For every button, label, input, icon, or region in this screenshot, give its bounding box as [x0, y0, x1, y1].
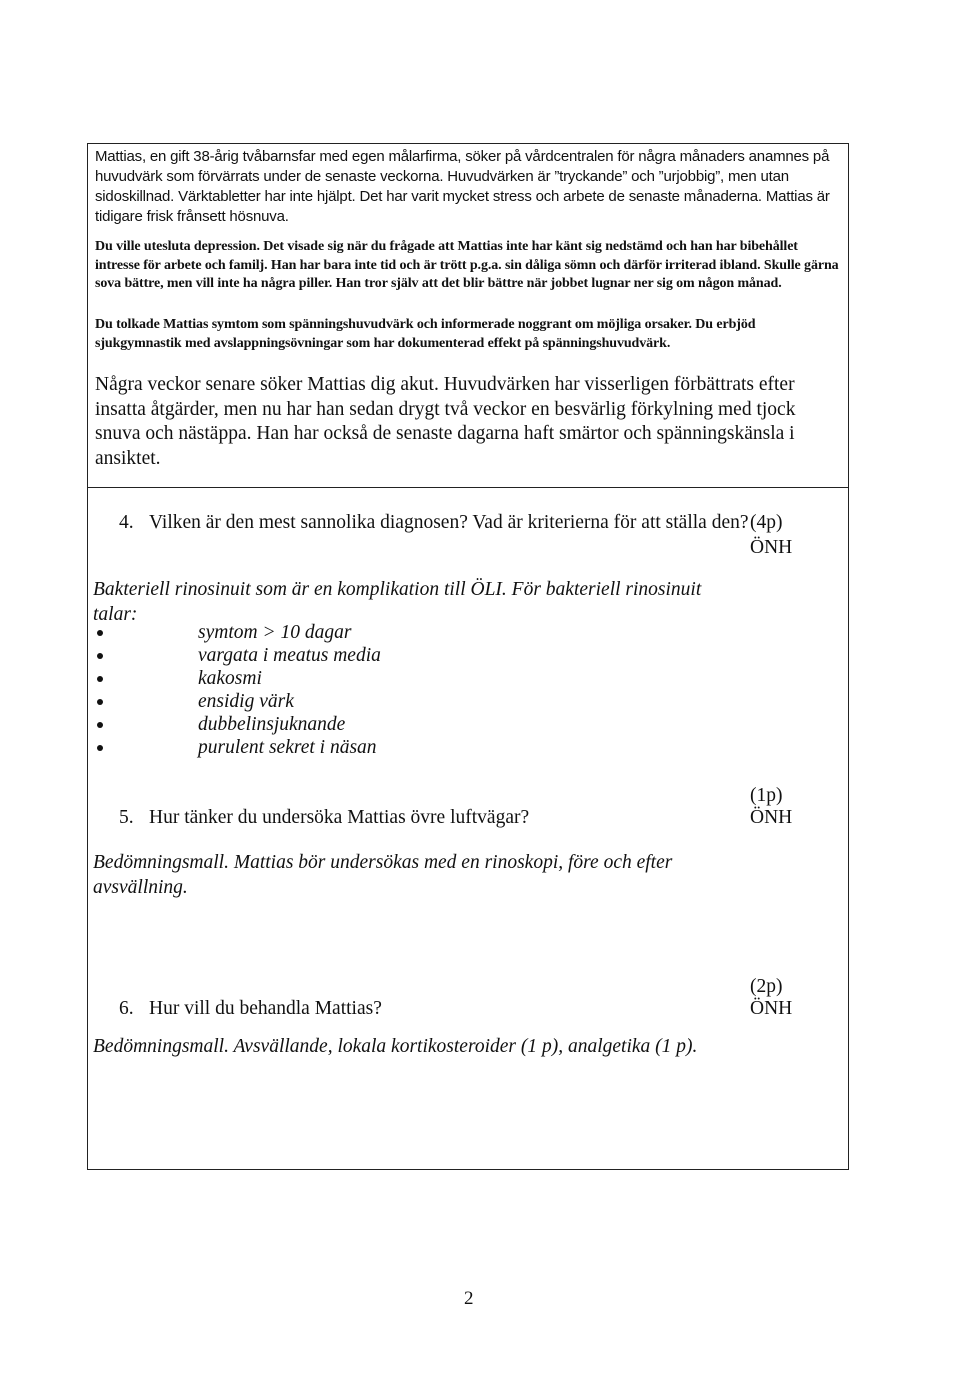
question-text: Hur tänker du undersöka Mattias övre luftvägar? — [149, 807, 530, 828]
bullet-icon — [97, 630, 103, 636]
question-points: (1p) — [750, 785, 783, 806]
question-text: Vilken är den mest sannolika diagnosen? Vad är kriterierna för att ställa den? — [149, 512, 749, 533]
answer-text: Bedömningsmall. Avsvällande, lokala kortikosteroider (1 p), analgetika (1 p). — [93, 1036, 698, 1057]
question-subject: ÖNH — [750, 998, 793, 1019]
bullet-icon — [97, 653, 103, 659]
question-text: Hur vill du behandla Mattias? — [149, 998, 382, 1019]
answer-text: Bakteriell rinosinuit som är en komplikation till ÖLI. För bakteriell rinosinuit talar: — [93, 579, 702, 625]
depression-paragraph: Du ville utesluta depression. Det visade sig när du frågade att Mattias inte har känt sig nedstämd och han har bibehållet intresse för arbete och familj. Han har bara inte tid och är trött p.g.a. sin dåliga sömn och därför irriterad ibland. Skulle gärna sova bättre, men vill inte ha några piller. Han tror själv att det blir bättre när jobbet lugnar ner sig om någon månad. — [95, 239, 839, 292]
question-number: 6. — [119, 998, 134, 1019]
question-points: (2p) — [750, 976, 783, 997]
question-number: 5. — [119, 807, 134, 828]
questions-box: 4. Vilken är den mest sannolika diagnosen? Vad är kriterierna för att ställa den? (4p) ÖNH Bakteriell rinosinuit som är en komplikation till ÖLI. För bakteriell rinosinuit talar: symtom > 10 dagar vargata i meatus media kakosmi ensidig värk dubbelinsjuknande purulent sekret i näsan (1p) 5. Hur tänker du undersöka Mattias övre luftvägar? ÖNH Bedömningsmall. Mattias bör undersökas med en rinoskopi, före och efter avsvällning. (2p) 6. Hur vill du behandla Mattias? ÖNH Bedömningsmall. Avsvällande, lokala kortikosteroider (1 p), analgetika (1 p). — [87, 488, 849, 1170]
case-description-box — [87, 143, 849, 488]
question-points: (4p) — [750, 512, 783, 533]
page-number: 2 — [464, 1288, 474, 1309]
question-number: 4. — [119, 512, 134, 533]
bullet-icon — [97, 676, 103, 682]
followup-paragraph: Några veckor senare söker Mattias dig akut. Huvudvärken har visserligen förbättrats efter insatta åtgärder, men nu har han sedan drygt två veckor en besvärlig förkylning med tjock snuva och nästäppa. Han har också de senaste dagarna haft smärtor och spänningskänsla i ansiktet. — [95, 374, 796, 469]
bullet-icon — [97, 699, 103, 705]
question-subject: ÖNH — [750, 537, 793, 558]
answer-text: Bedömningsmall. Mattias bör undersökas med en rinoskopi, före och efter avsvällning. — [93, 852, 673, 898]
question-subject: ÖNH — [750, 807, 793, 828]
diagnosis-paragraph: Du tolkade Mattias symtom som spänningshuvudvärk och informerade noggrant om möjliga orsaker. Du erbjöd sjukgymnastik med avslappningsövningar som har dokumenterad effekt på spänningshuvudvärk. — [95, 317, 756, 351]
bullet-icon — [97, 722, 103, 728]
case-intro-paragraph: Mattias, en gift 38-årig tvåbarnsfar med egen målarfirma, söker på vårdcentralen för några månaders anamnes på huvudvärk som förvärrats under de senaste veckorna. Huvudvärken är ”tryckande” och ”urjobbig”, men utan sidoskillnad. Värktabletter har inte hjälpt. Det har varit mycket stress och arbete de senaste månaderna. Mattias är tidigare frisk frånsett hösnuva. — [95, 148, 830, 225]
bullet-icon — [97, 745, 103, 751]
